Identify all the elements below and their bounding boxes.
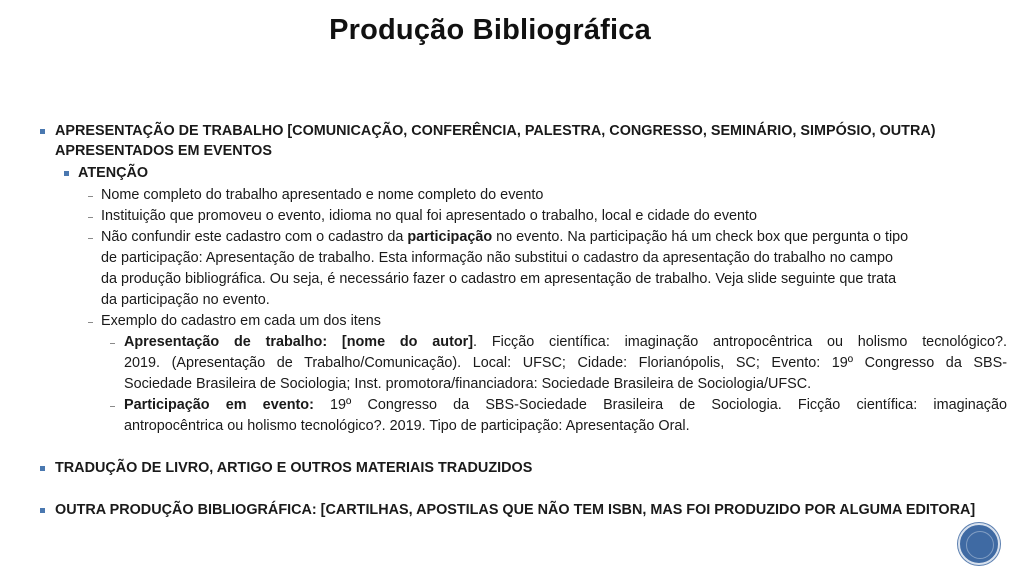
exemplo-apresentacao-3: Sociedade Brasileira de Sociologia; Inst. promotora/financiadora: Sociedade Brasileira de Sociologia/UFSC. — [124, 376, 812, 392]
badge-ring-icon — [966, 531, 994, 559]
exemplo-participacao-2: antropocêntrica ou holismo tecnológico?. 2019. Tipo de participação: Apresentação Oral. — [124, 418, 690, 434]
bullet-square-icon — [64, 171, 69, 176]
exemplo-participacao-1: Participação em evento: 19º Congresso da SBS-Sociedade Brasileira de Sociologia. Ficção científica: imaginação — [124, 397, 1007, 413]
dash-bullet-icon — [88, 322, 93, 323]
atencao-item-nao-confundir-1: Não confundir este cadastro com o cadastro da participação no evento. Na participação há um check box que pergunta o tipo — [101, 229, 909, 245]
slide-title: Produção Bibliográfica — [329, 14, 651, 46]
atencao-label: ATENÇÃO — [78, 165, 149, 181]
dash-bullet-icon — [110, 406, 115, 407]
dash-bullet-icon — [88, 217, 93, 218]
exemplo-apresentacao-1: Apresentação de trabalho: [nome do autor]. Ficção científica: imaginação antropocêntrica ou holismo tecnológico?. — [124, 334, 1007, 350]
bullet-square-icon — [40, 129, 45, 134]
dash-bullet-icon — [88, 196, 93, 197]
atencao-item-exemplo: Exemplo do cadastro em cada um dos itens — [101, 313, 381, 329]
section-apresentacao-heading-2: APRESENTADOS EM EVENTOS — [55, 143, 272, 159]
exemplo-apresentacao-2: 2019. (Apresentação de Trabalho/Comunicação). Local: UFSC; Cidade: Florianópolis, SC; Evento: 19º Congresso da SBS- — [124, 355, 1007, 371]
atencao-item-nao-confundir-3: da produção bibliográfica. Ou seja, é necessário fazer o cadastro em apresentação de trabalho. Veja slide seguinte que trata — [101, 271, 897, 287]
atencao-item-nao-confundir-2: de participação: Apresentação de trabalho. Esta informação não substitui o cadastro da apresentação do trabalho no campo — [101, 250, 893, 266]
bullet-square-icon — [40, 466, 45, 471]
section-outra-producao-heading: OUTRA PRODUÇÃO BIBLIOGRÁFICA: [CARTILHAS, APOSTILAS QUE NÃO TEM ISBN, MAS FOI PRODUZIDO POR ALGUMA EDITORA] — [55, 502, 976, 518]
dash-bullet-icon — [88, 238, 93, 239]
atencao-item-instituicao: Instituição que promoveu o evento, idioma no qual foi apresentado o trabalho, local e cidade do evento — [101, 208, 758, 224]
slide-number-badge — [958, 523, 1000, 565]
section-traducao-heading: TRADUÇÃO DE LIVRO, ARTIGO E OUTROS MATERIAIS TRADUZIDOS — [55, 460, 533, 476]
atencao-item-nome: Nome completo do trabalho apresentado e nome completo do evento — [101, 187, 544, 203]
section-apresentacao-heading-1: APRESENTAÇÃO DE TRABALHO [COMUNICAÇÃO, CONFERÊNCIA, PALESTRA, CONGRESSO, SEMINÁRIO, SIMPÓSIO, OUTRA) — [55, 123, 936, 139]
bullet-square-icon — [40, 508, 45, 513]
dash-bullet-icon — [110, 343, 115, 344]
atencao-item-nao-confundir-4: da participação no evento. — [101, 292, 270, 308]
